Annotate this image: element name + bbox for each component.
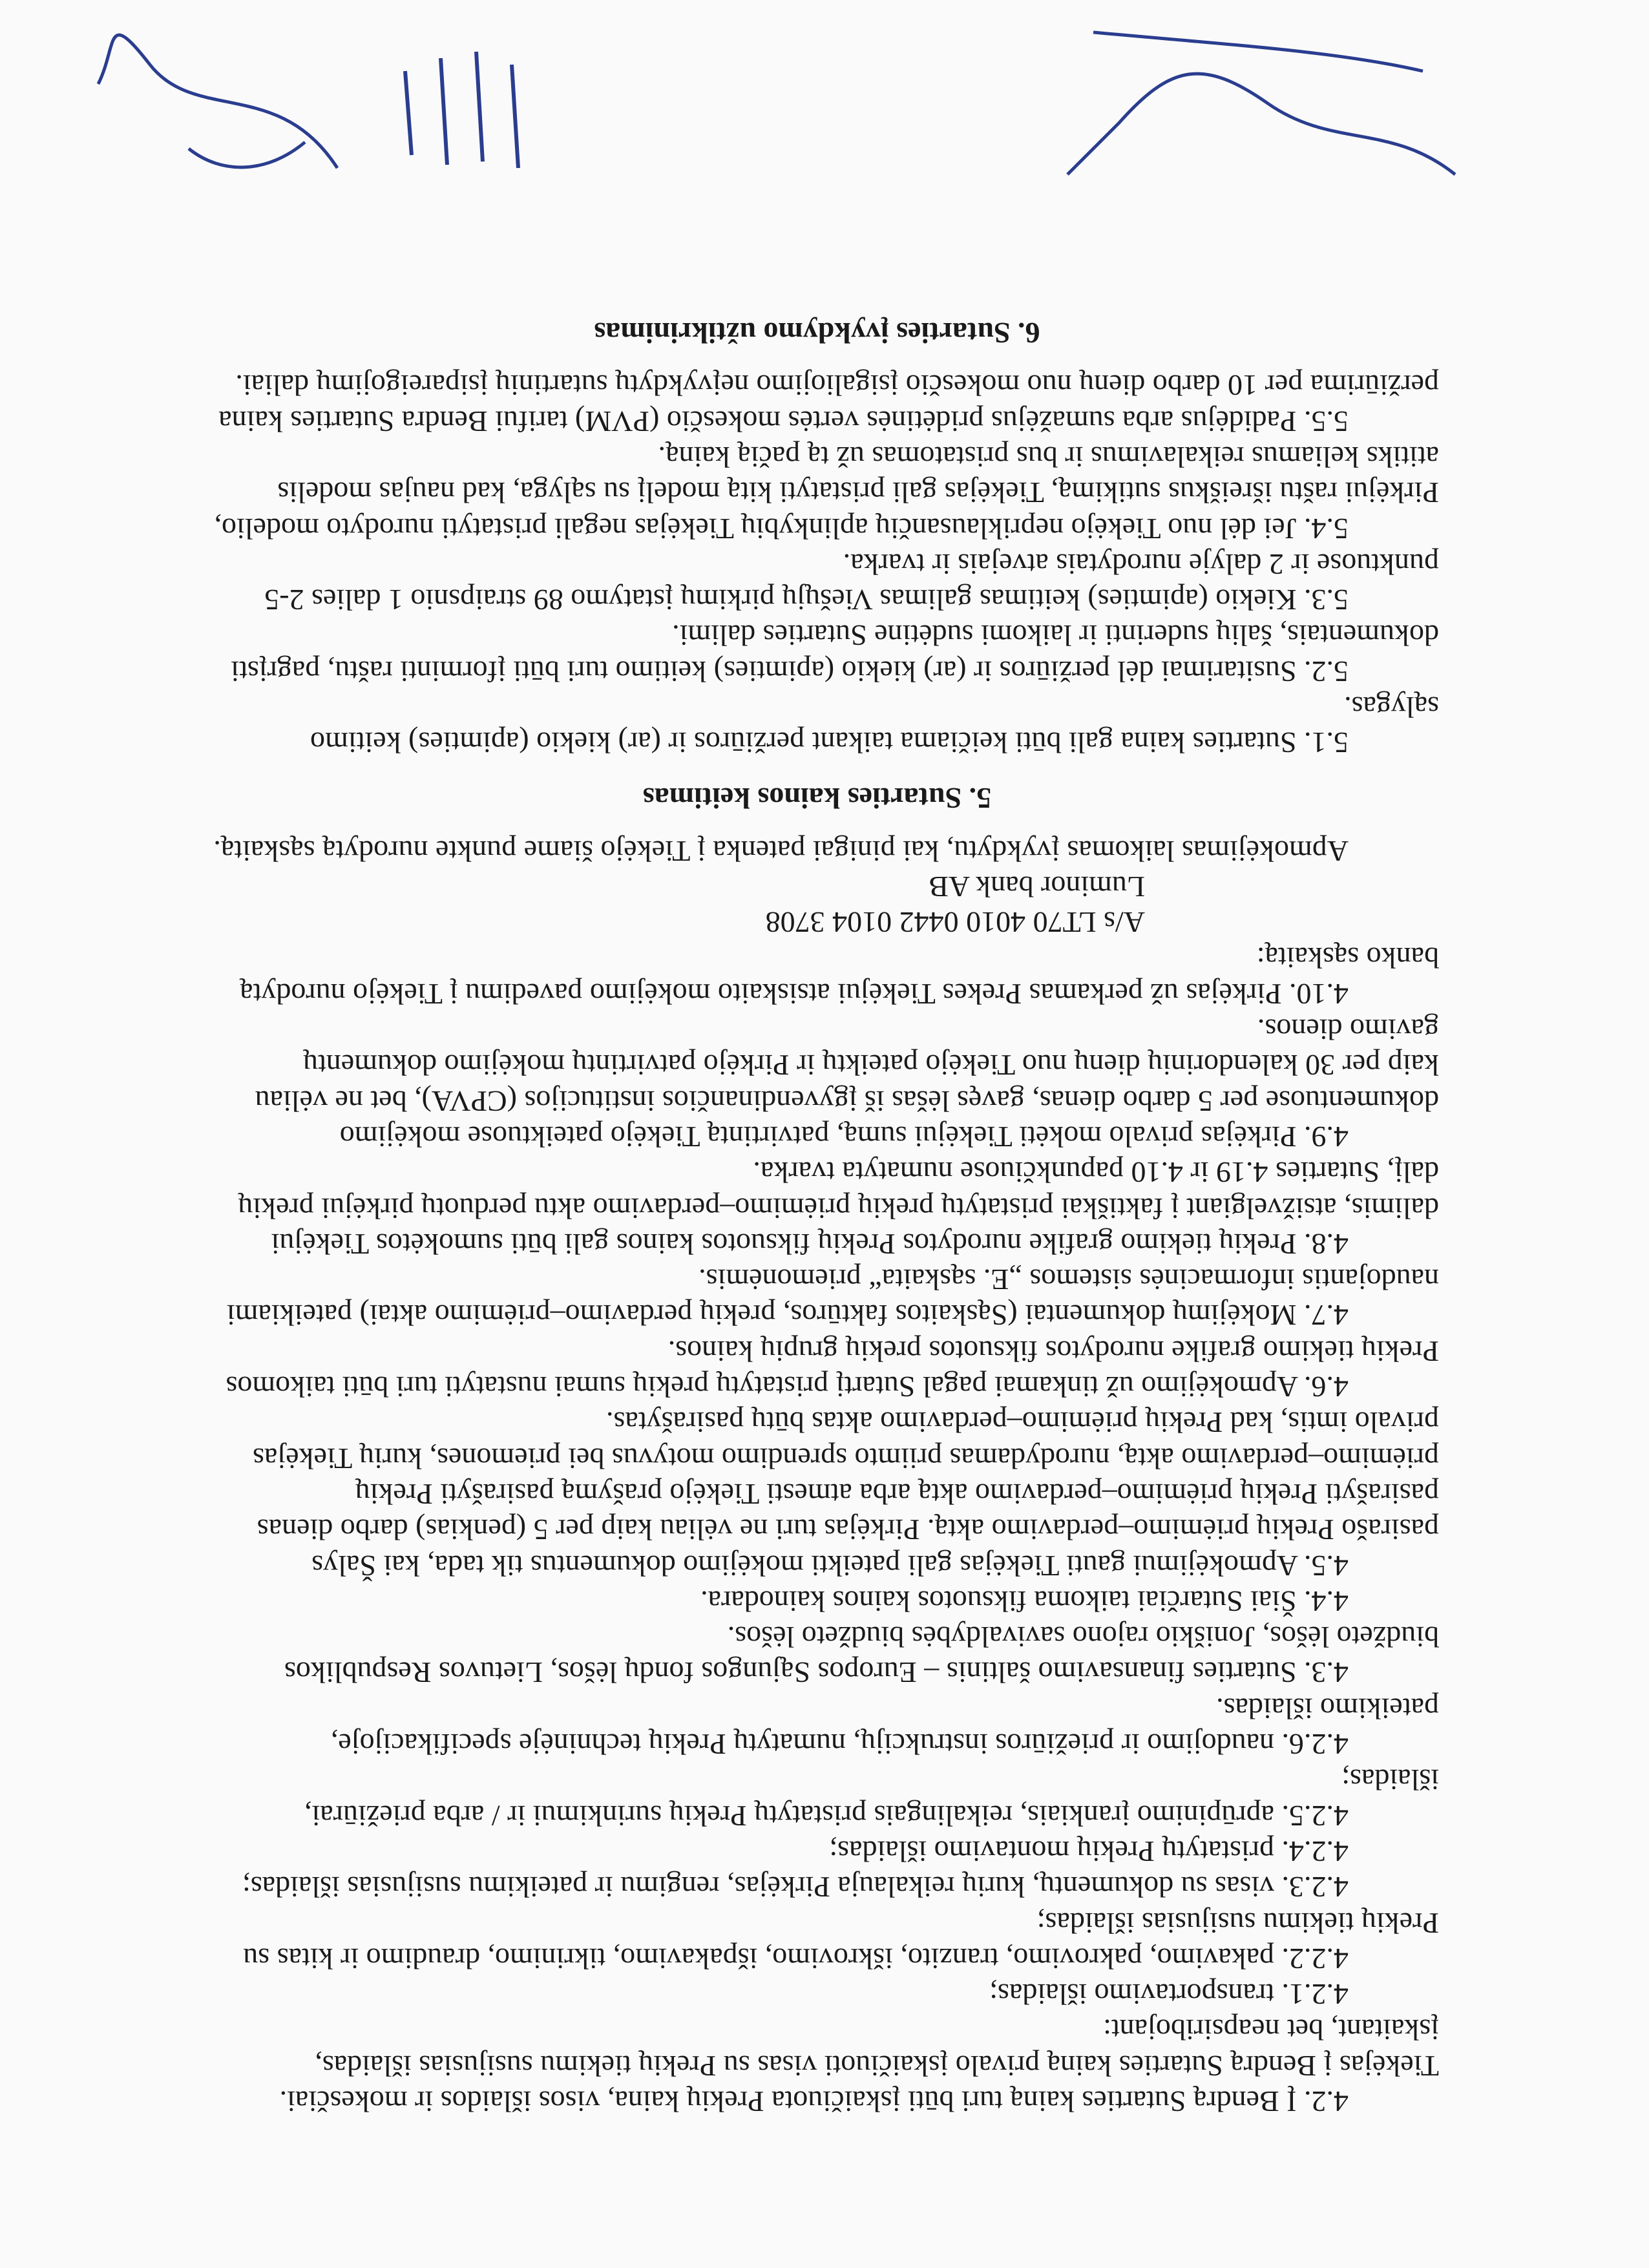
clause-4-6: [195, 1333, 1439, 1405]
clause-4-3: [195, 1619, 1439, 1691]
contract-text: [195, 295, 1439, 2119]
clause-4-7: [195, 1262, 1439, 1334]
text-line: 4.10. Pirkėjas už perkamas Prekes Tiekėjui atsiskaito mokėjimo pavedimu į Tiekėjo nurodytą: [240, 977, 1349, 1011]
text-line: išlaidas;: [1341, 1763, 1439, 1797]
text-line: Pirkėjui raštu išreiškus sutikimą, Tiekėjas gali pristatyti kitą modelį su sąlyga, kad naujas modelis: [277, 476, 1439, 510]
text-line: sąlygas.: [1344, 691, 1439, 724]
text-line: privalo imtis, kad Prekių priėmimo–perdavimo aktas būtų pasirašytas.: [605, 1406, 1439, 1440]
bank-details: [195, 869, 1145, 941]
signature-right: [85, 19, 357, 213]
clause-4-2-3: [195, 1869, 1439, 1905]
clause-4-4: [195, 1584, 1439, 1619]
text-line: 5.2. Susitarimai dėl peržiūros ir (ar) kiekio (apimties) keitimo turi būti įforminti raštu, pagrįsti: [231, 655, 1349, 688]
text-line: pateikimo išlaidas.: [1216, 1692, 1439, 1725]
text-line: dalį, Sutarties 4.19 ir 4.10 papunkčiuose numatyta tvarka.: [753, 1156, 1439, 1190]
clause-4-5: [195, 1405, 1439, 1583]
text-line: Apmokėjimas laikomas įvykdytu, kai pinigai patenka į Tiekėjo šiame punkte nurodytą sąskaitą.: [213, 834, 1349, 868]
clause-4-2-5: [195, 1762, 1439, 1834]
text-line: Prekių tiekimo grafike nurodytos fiksuotos prekių grupių kainos.: [667, 1334, 1439, 1368]
text-line: dokumentais, šalių suderinti ir laikomi sudėtine Sutarties dalimi.: [672, 619, 1439, 653]
text-line: 4.6. Apmokėjimo už tinkamai pagal Sutartį pristatytų prekių sumai nustatyti turi būti taikomos: [226, 1370, 1349, 1404]
text-line: 4.7. Mokėjimų dokumentai (Sąskaitos faktūros, prekių perdavimo–priėmimo aktai) pateikiami: [226, 1299, 1349, 1332]
text-line: 4.8. Prekių tiekimo grafike nurodytos Prekių fiksuotos kainos gali būti sumokėtos Tiekėjui: [271, 1227, 1349, 1261]
text-line: 4.2.5. aprūpinimo įrankiais, reikalingais pristatytų Prekių surinkimui ir / arba priežiūrai,: [304, 1799, 1349, 1832]
text-line: Tiekėjas į Bendrą Sutarties kainą privalo įskaičiuoti visas su Prekių tiekimu susijusias išlaidas,: [315, 2049, 1439, 2083]
text-line: banko sąskaitą:: [1256, 941, 1439, 975]
text-line: priėmimo–perdavimo aktą, nurodydamas priimto sprendimo motyvus bei priemones, kurių Tiekėjas: [253, 1442, 1439, 1475]
clause-5-3: [195, 547, 1439, 618]
clause-4-8: [195, 1155, 1439, 1262]
clause-4-2-6: [195, 1690, 1439, 1762]
text-line: dalimis, atsižvelgiant į faktiškai pristatytų prekių priėmimo–perdavimo aktu perduotų pirkėjui prekių: [238, 1192, 1439, 1225]
text-line: dokumentuose per 5 darbo dienas, gavęs lėšas iš įgyvendinančios institucijos (CPVA), bet ne vėliau: [255, 1084, 1439, 1118]
text-line: 4.5. Apmokėjimui gauti Tiekėjas gali pateikti mokėjimo dokumentus tik tada, kai Šalys: [311, 1549, 1349, 1582]
text-line: punktuose ir 2 dalyje nurodytais atvejais ir tvarka.: [843, 547, 1439, 581]
text-line: 4.2.1. transportavimo išlaidas;: [989, 1978, 1349, 2011]
text-line: 4.2.4. pristatytų Prekių montavimo išlaidas;: [829, 1834, 1349, 1868]
clause-5-2: [195, 618, 1439, 689]
text-line: naudojantis informacinės sistemos „E. sąskaita“ priemonėmis.: [698, 1263, 1439, 1297]
text-line: gavimo dienos.: [1257, 1013, 1439, 1047]
text-line: 4.2. Į Bendrą Sutarties kainą turi būti įskaičiuota Prekių kaina, visos išlaidos ir mokesčiai.: [279, 2085, 1349, 2118]
text-line: 5.4. Jei dėl nuo Tiekėjo nepriklausančių aplinkybių Tiekėjas negali pristatyti nurodyto modelio,: [214, 512, 1349, 545]
clause-5-5: [195, 368, 1439, 439]
text-line: pasirašo Prekių priėmimo–perdavimo aktą. Pirkėjas turi ne vėliau kaip per 5 (penkias) darbo dienas: [257, 1513, 1439, 1547]
text-line: įskaitant, bet neapsiribojant:: [1103, 2013, 1439, 2047]
clause-4-2-4: [195, 1834, 1439, 1869]
bank-name: Luminor bank AB: [929, 870, 1145, 903]
text-line: 4.3. Sutarties finansavimo šaltinis – Europos Sąjungos fondų lėšos, Lietuvos Respublikos: [284, 1656, 1349, 1690]
text-line: 4.2.3. visas su dokumentų, kurių reikalauja Pirkėjas, rengimu ir pateikimu susijusias išlaidas;: [242, 1871, 1349, 1904]
signature-middle: [370, 32, 538, 181]
clause-4-9: [195, 1012, 1439, 1155]
section-6-heading: 6. Sutarties įvykdymo užtikrinimas: [594, 317, 1040, 350]
text-line: atitiks keliamus reikalavimus ir bus pristatomas už tą pačią kainą.: [658, 440, 1439, 474]
text-line: peržiūrima per 10 darbo dienų nuo mokesčio įsigaliojimo neįvykdytų sutartinių įsipareigojimų daliai.: [235, 369, 1439, 403]
text-line: pasirašyti Prekių priėmimo–perdavimo aktą arba atmesti Tiekėjo prašymą pasirašyti Prekių: [355, 1477, 1439, 1511]
clause-4-10: [195, 940, 1439, 1012]
signature-left: [1029, 6, 1481, 200]
text-line: 4.9. Pirkėjas privalo mokėti Tiekėjui sumą, patvirtintą Tiekėjo pateiktuose mokėjimo: [339, 1120, 1349, 1153]
payment-note: [195, 833, 1439, 868]
text-line: 4.4. Šiai Sutarčiai taikoma fiksuotos kainos kainodara.: [700, 1584, 1349, 1618]
text-line: Prekių tiekimu susijusias išlaidas;: [1036, 1906, 1439, 1940]
clause-5-1: [195, 689, 1439, 761]
text-line: 4.2.2. pakavimo, pakrovimo, tranzito, iškrovimo, išpakavimo, tikrinimo, draudimo ir kitas su: [243, 1942, 1349, 1975]
text-line: kaip per 30 kalendorinių dienų nuo Tiekėjo pateiktų ir Pirkėjo patvirtintų mokėjimo dokumentų: [303, 1049, 1439, 1082]
text-line: biudžeto lėšos, Joniškio rajono savivaldybės biudžeto lėšos.: [727, 1621, 1439, 1654]
text-line: 5.5. Padidėjus arba sumažėjus pridėtinės vertės mokesčio (PVM) tarifui Bendra Sutarties kaina: [218, 404, 1349, 438]
bank-account: A/s LT70 4010 0442 0104 3708: [765, 906, 1145, 940]
clause-5-4: [195, 439, 1439, 547]
clause-4-2-1: [195, 1977, 1439, 2012]
section-5-heading: 5. Sutarties kainos keitimas: [642, 782, 992, 815]
clause-4-2: [195, 2012, 1439, 2119]
text-line: 5.1. Sutarties kaina gali būti keičiama taikant peržiūros ir (ar) kiekio (apimties) keitimo: [310, 726, 1349, 760]
text-line: 5.3. Kiekio (apimties) keitimas galimas Viešųjų pirkimų įstatymo 89 straipsnio 1 dalies 2-5: [264, 583, 1349, 617]
clause-4-2-2: [195, 1905, 1439, 1977]
text-line: 4.2.6. naudojimo ir priežiūros instrukcijų, numatytų Prekių techninėje specifikacijoje,: [330, 1728, 1349, 1761]
